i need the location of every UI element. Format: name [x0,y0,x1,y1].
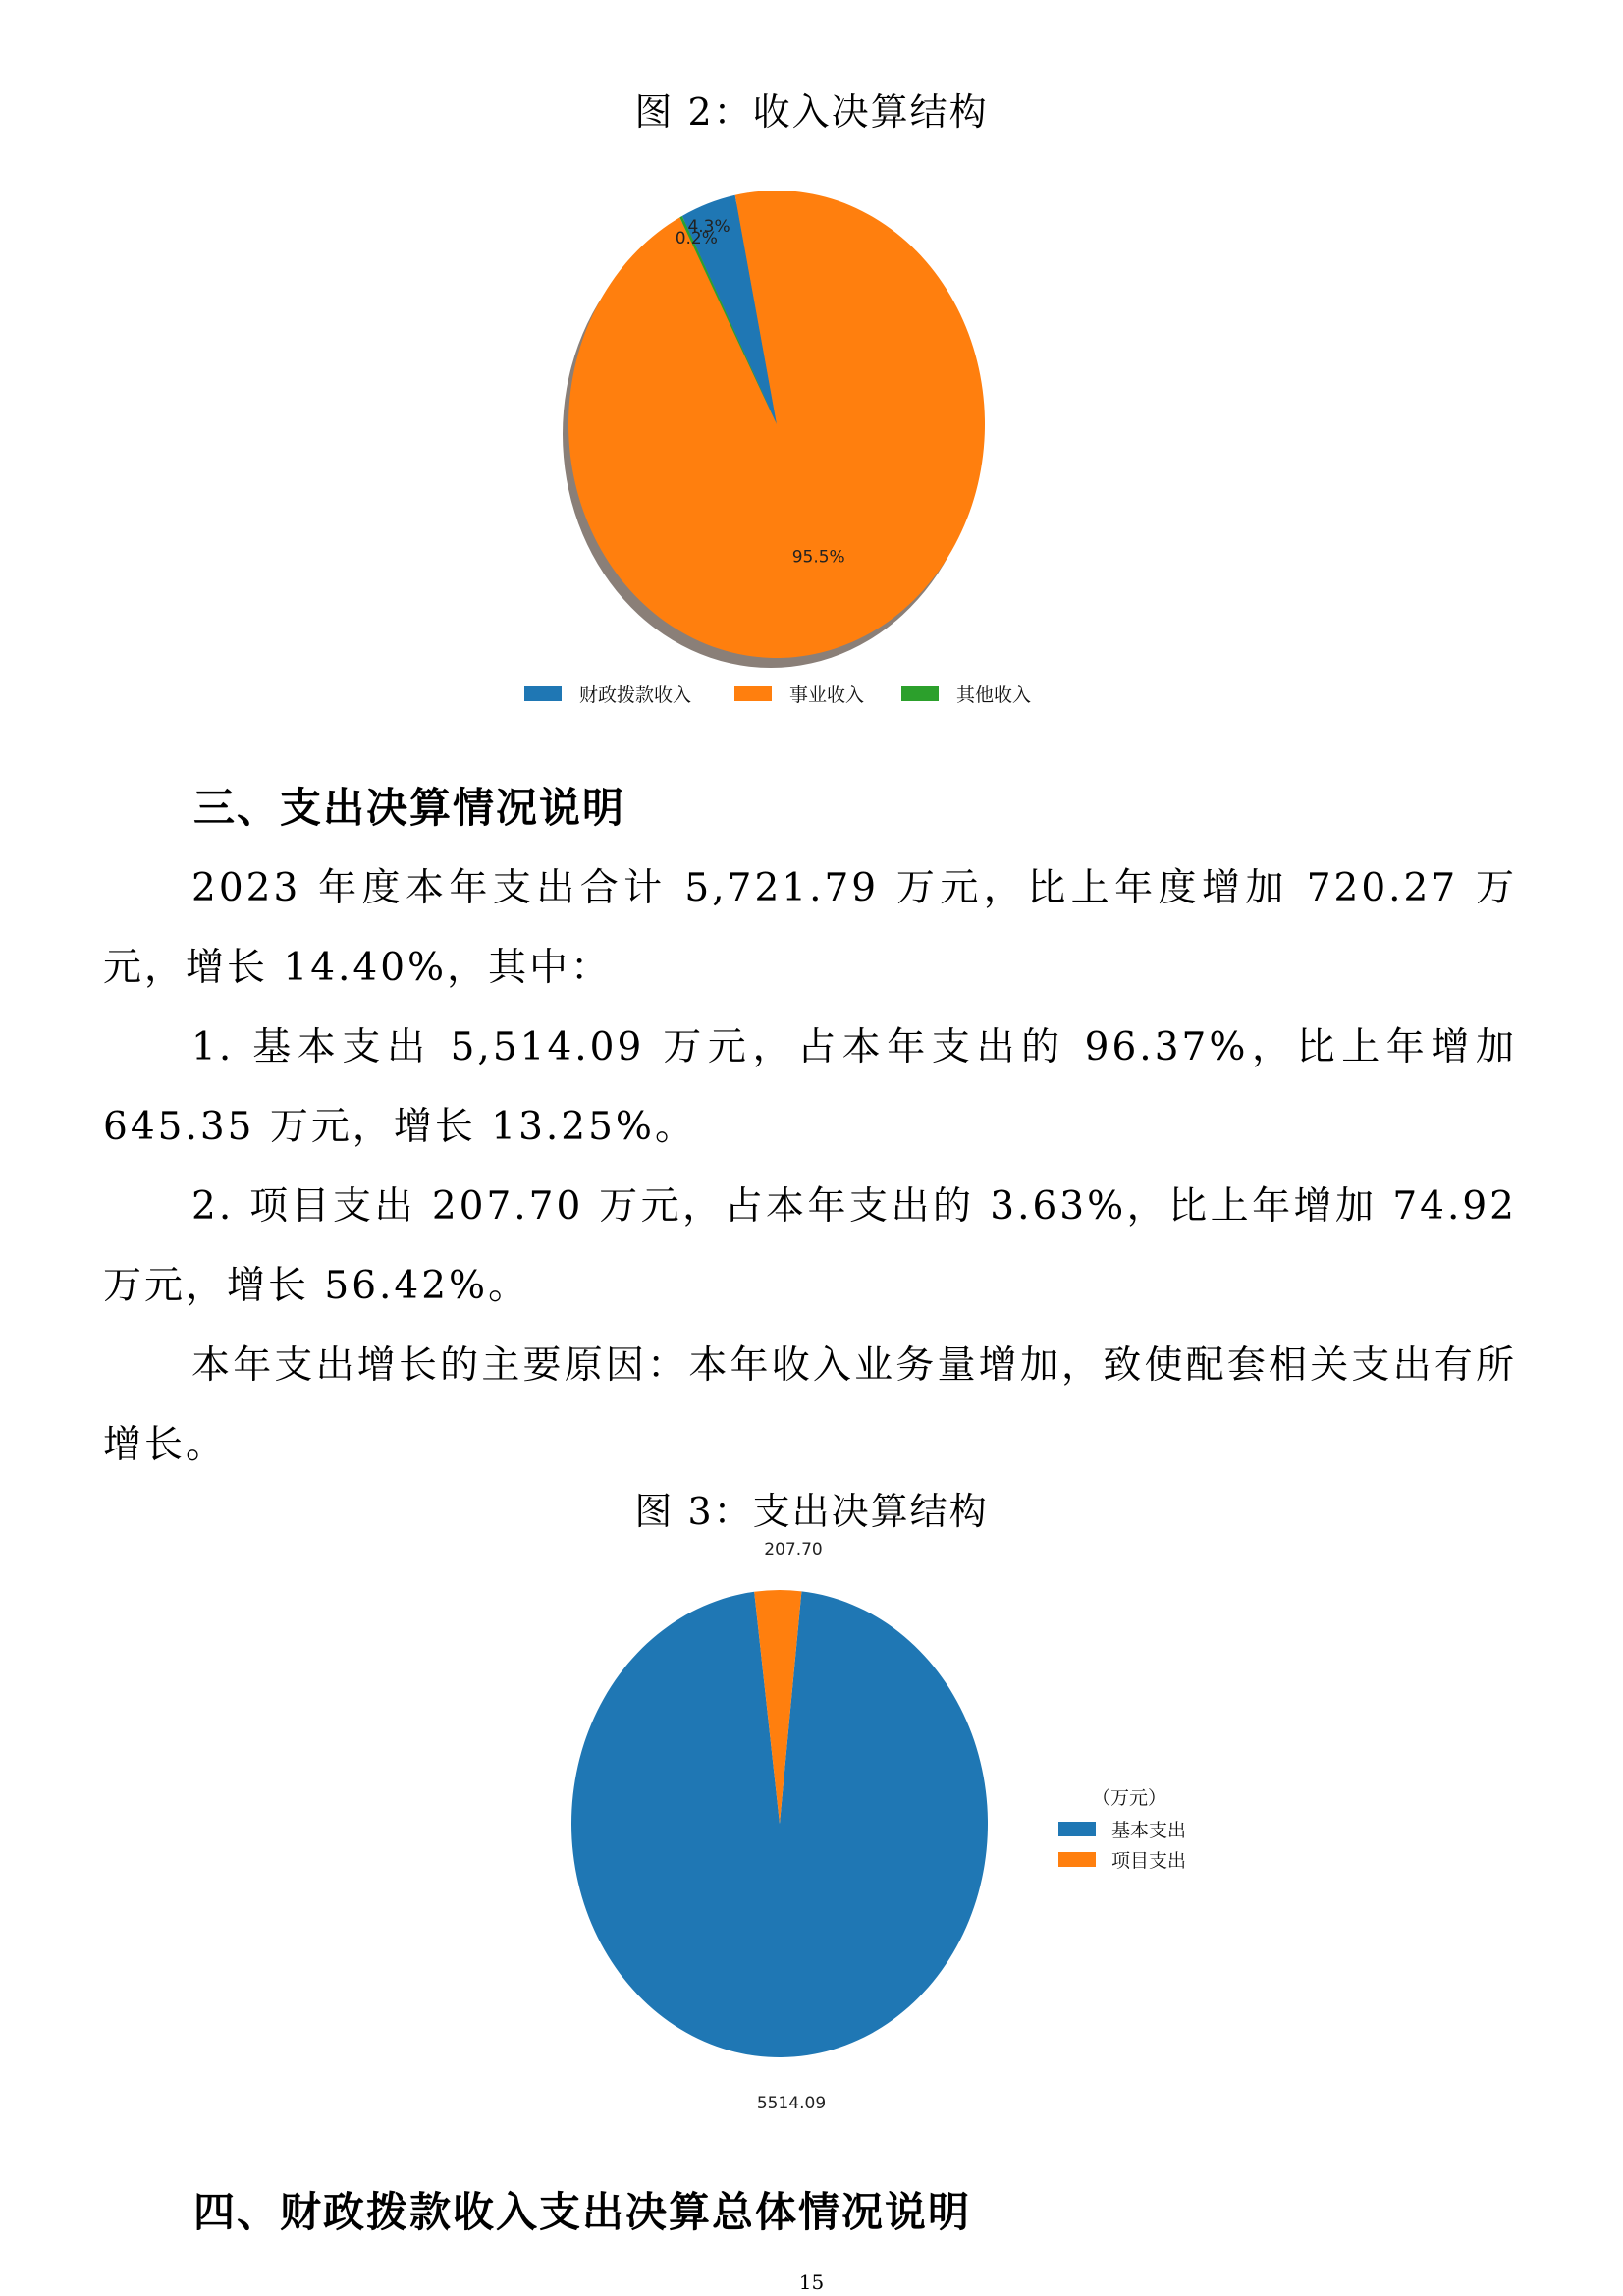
expenditure-structure-pie-chart [0,1522,1623,2121]
legend-swatch-1 [1058,1822,1096,1836]
legend-title: （万元） [1092,1787,1167,1809]
pie-slice-2 [568,191,985,658]
legend-label-2: 事业收入 [789,684,865,706]
paragraph-growth-reason: 本年支出增长的主要原因：本年收入业务量增加，致使配套相关支出有所增长。 [103,1343,1517,1467]
paragraph-total-expenditure: 2023 年度本年支出合计 5,721.79 万元，比上年度增加 720.27 万元，增长 14.40%，其中： [103,866,1517,990]
paragraph-project-expenditure: 2. 项目支出 207.70 万元，占本年支出的 3.63%，比上年增加 74.92 万元，增长 56.42%。 [103,1184,1517,1308]
page-number: 15 [798,2270,825,2294]
pie-value-label-project: 207.70 [764,1540,823,1559]
pie-value-label-2: 95.5% [791,547,845,568]
pie-value-label-1: 4.3% [687,216,730,237]
legend-swatch-3 [901,686,939,701]
figure-2-caption: 图 2：收入决算结构 [634,90,989,134]
pie-value-label-basic: 5514.09 [756,2094,827,2113]
legend-label-3: 其他收入 [956,684,1032,706]
paragraph-basic-expenditure: 1. 基本支出 5,514.09 万元，占本年支出的 96.37%，比上年增加 645.35 万元，增长 13.25%。 [103,1025,1517,1149]
income-structure-pie-chart [0,0,1623,727]
legend-label-2: 项目支出 [1111,1850,1187,1872]
legend-label-1: 财政拨款收入 [579,684,692,706]
legend-swatch-1 [524,686,562,701]
legend-swatch-2 [1058,1852,1096,1867]
pie-value-label-3: 0.2% [675,228,718,248]
section-4-heading: 四、财政拨款收入支出决算总体情况说明 [193,2188,972,2236]
legend-swatch-2 [734,686,772,701]
section-3-heading: 三、支出决算情况说明 [193,784,626,832]
legend-label-1: 基本支出 [1111,1820,1187,1841]
figure-3-caption: 图 3：支出决算结构 [634,1490,989,1533]
